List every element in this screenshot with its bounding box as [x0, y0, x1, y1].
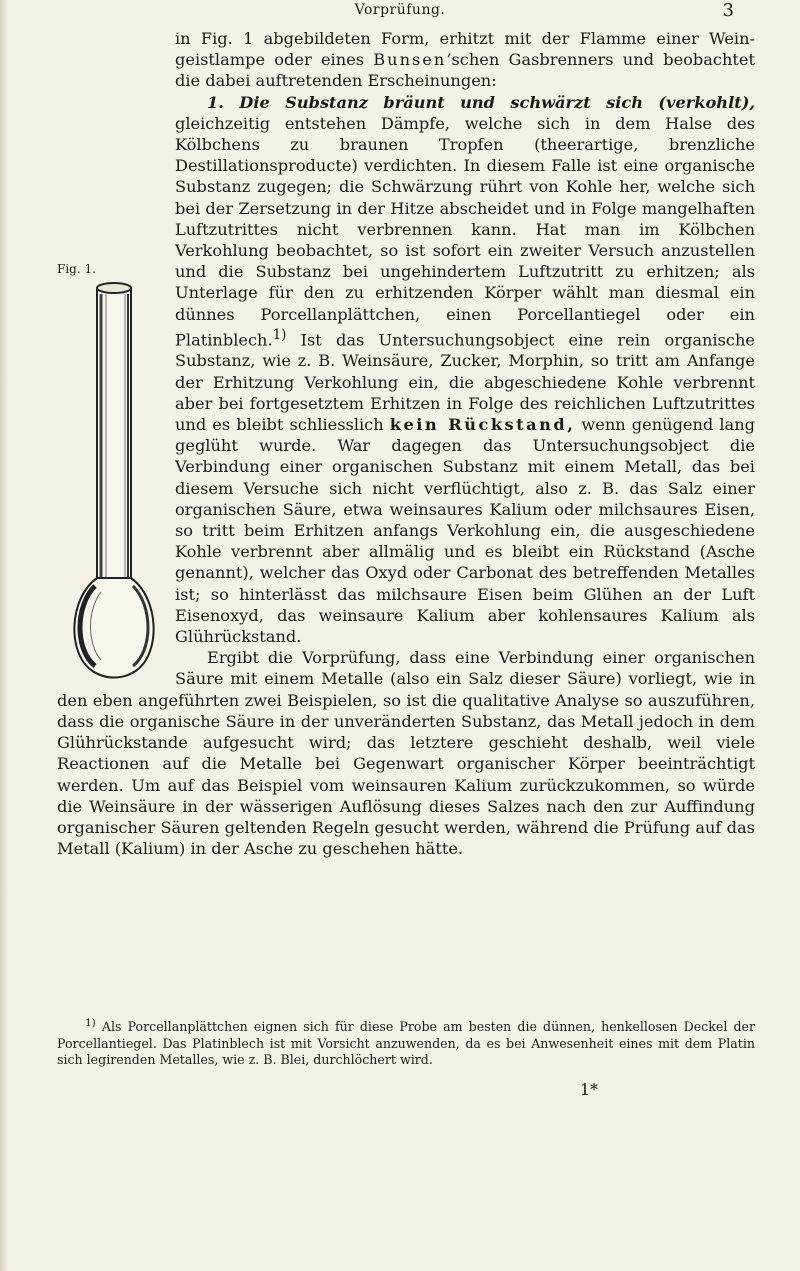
- paragraph-3: Ergibt die Vorprüfung, dass eine Verbindung einer organischen Säure mit einem Metalle (also ein Salz dieser Säure) vorliegt, wie in den eben angeführten zwei Beispielen, so ist die qualitative Analyse so auszuführen, dass die organische Säure in der unveränderten Substanz, das Metall jedoch in dem Glührückstande aufgesucht wird; das letztere geschieht deshalb, weil viele Reactionen auf die Metalle bei Gegenwart organischer Körper beeinträchtigt werden. Um auf das Beispiel vom weinsauren Kalium zurückzukommen, so würde die Weinsäure in der wässerigen Auflösung dieses Salzes nach den zur Auffindung organischer Säuren geltenden Regeln gesucht werden, während die Prüfung auf das Metall (Kalium) in der Asche zu geschehen hätte.: [57, 648, 755, 859]
- footnote-reference: 1): [272, 326, 287, 343]
- signature-mark: 1*: [579, 1080, 598, 1099]
- footnote-body: Als Porcellanplättchen eignen sich für diese Probe am besten die dünnen, henkellosen Deckel der Porcellantiegel. Das Platinblech ist mit Vorsicht anzuwenden, da es bei Anwesenheit eines mit dem Platin sich legirenden Metalles, wie z. B. Blei, durchlöchert wird.: [57, 1019, 755, 1068]
- p2-text-a: gleichzeitig entstehen Dämpfe, welche sich in dem Halse des Kölbchens zu braunen Tropfen (theerartige, brenzliche Destillationsproducte) verdichten. In diesem Falle ist eine organische Substanz zugegen; die Schwärzung rührt von Kohle her, welche sich bei der Zersetzung in der Hitze abscheidet und in Folge mangelhaften Luftzutrittes nicht verbrennen kann. Hat man im Kölbchen Verkohlung beobachtet, so ist sofort ein zweiter Versuch anzustellen und die Substanz bei ungehindertem Luftzutritt zu erhitzen; als Unterlage für den zu erhitzenden Körper wählt man diesmal ein dünnes Porcellanplättchen, einen Porcellantiegel oder ein Platinblech.: [175, 113, 755, 350]
- footnote-text: [57, 1015, 755, 1069]
- running-title: Vorprüfung.: [354, 2, 446, 18]
- page-gutter-shadow: [0, 0, 8, 1271]
- p1-line-2: geistlampe oder eines: [175, 50, 374, 70]
- p2-text-c: wenn genügend lang geglüht wurde. War dagegen das Untersuchungsobject die Verbindung einer organischen Substanz mit einem Metall, das bei diesem Versuche sich nicht verflüchtigt, also z. B. das Salz einer organischen Säure, etwa weinsaures Kalium oder milchsaures Eisen, so tritt beim Erhitzen anfangs Verkohlung ein, die ausgeschiedene Kohle verbrennt aber allmälig und es bleibt ein Rückstand (Asche genannt), welcher das Oxyd oder Carbonat des betreffenden Metalles ist; so hinterlässt das milchsaure Eisen beim Glühen an der Luft Eisenoxyd, das weinsaure Kalium aber kohlensaures Kalium als Glührückstand.: [175, 415, 755, 647]
- p2-text-b: [175, 330, 755, 646]
- bunsen-name: Bunsen: [373, 50, 447, 70]
- section-heading-1: 1. Die Substanz bräunt und schwärzt sich (verkohlt),: [207, 92, 755, 112]
- flask-drawing: [61, 280, 171, 680]
- figure-label: Fig. 1.: [57, 262, 96, 276]
- footnote-marker: 1): [85, 1017, 96, 1029]
- paragraph-1: [57, 28, 755, 92]
- p1-line-2b: ’schen Gasbrenners und beobachtet: [446, 50, 755, 70]
- figure-1: [55, 262, 175, 682]
- p1-line-1: in Fig. 1 abgebildeten Form, erhitzt mit der Flamme einer Wein-: [175, 29, 755, 48]
- p2-text-b-inner: Ist das Untersuchungsobject eine rein organische Substanz, wie z. B. Weinsäure, Zucker, Morphin, so tritt am Anfange der Erhitzung Verkohlung ein, die abgeschiedene Kohle verbrennt aber bei fortgesetztem Erhitzen in Folge des reichlichen Luftzutrittes und es bleibt schliesslich: [175, 330, 755, 435]
- page-number: 3: [722, 0, 734, 21]
- kein-rueckstand-emphasis: kein Rückstand,: [389, 415, 576, 435]
- p1-line-3: die dabei auftretenden Erscheinungen:: [175, 71, 497, 91]
- footnote: [57, 1015, 755, 1069]
